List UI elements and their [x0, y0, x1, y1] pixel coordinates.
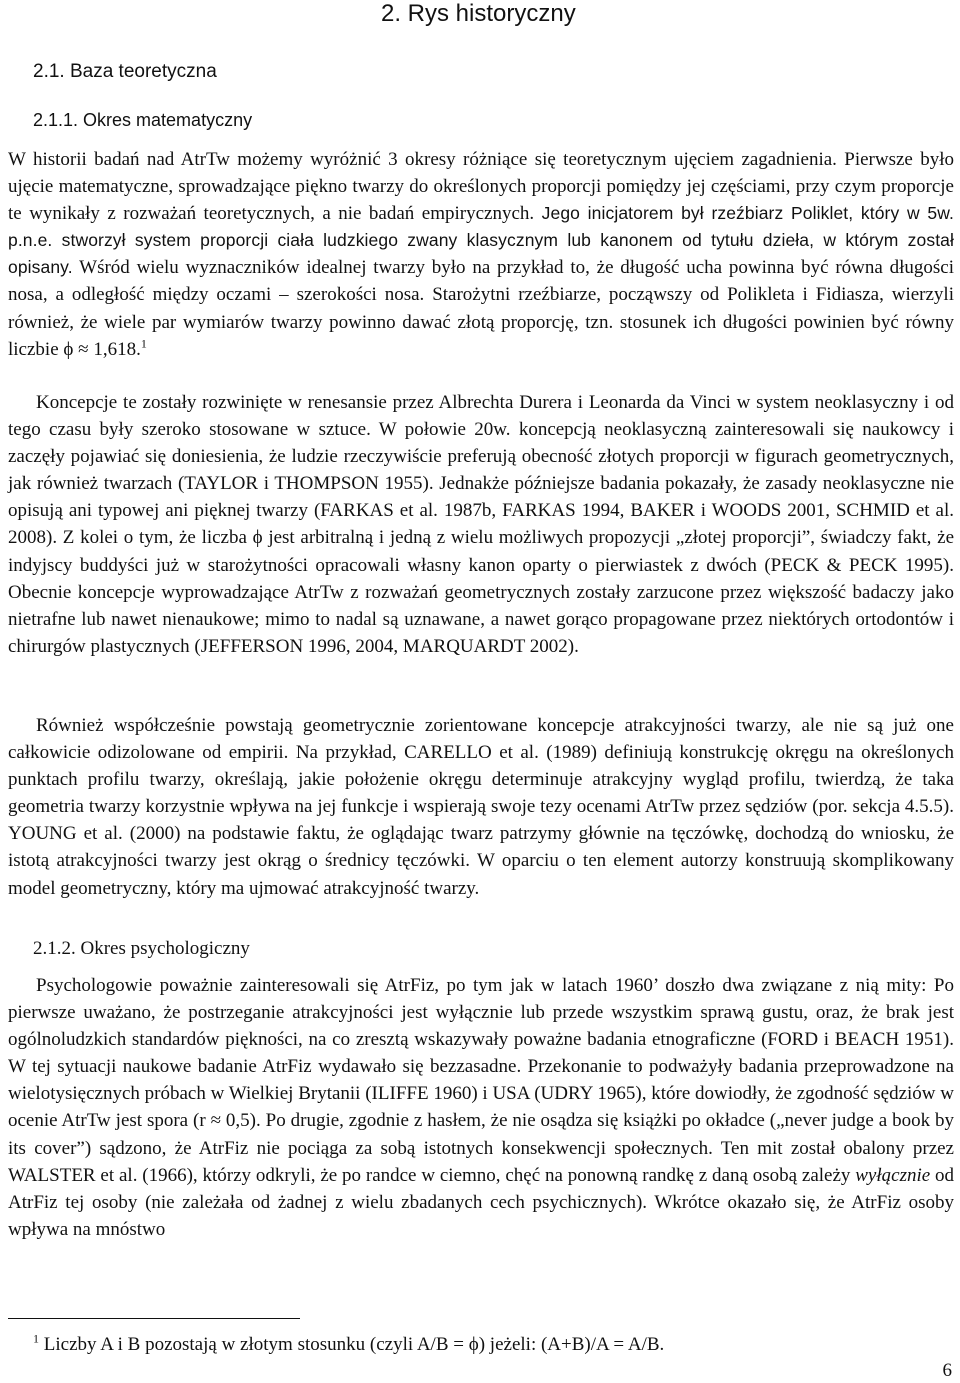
subsection-title-math: 2.1.1. Okres matematyczny: [33, 110, 253, 130]
section-title: 2.1. Baza teoretyczna: [33, 61, 217, 82]
paragraph-text: Koncepcje te zostały rozwinięte w renesansie przez Albrechta Durera i Leonarda da Vinci w system neoklasyczny i od tego czasu były szeroko stosowane w sztuce. W połowie 20w. koncepcją neoklasyczną zainteresowali się naukowcy i zaczęły pojawiać się doniesienia, że ludzie rzeczywiście preferują obecność złotych proporcji w figurach geometrycznych, jak również twarzach (TAYLOR i THOMPSON 1955). Jednakże późniejsze badania pokazały, że zasady neoklasyczne nie opisują ani typowej ani pięknej twarzy (FARKAS et al. 1987b, FARKAS 1994, BAKER i WOODS 2001, SCHMID et al. 2008). Z kolei o tym, że liczba ϕ jest arbitralną i jedną z wielu możliwych propozycji „złotej proporcji”, świadczy fakt, że indyjscy buddyści już w starożytności opracowali własny kanon oparty o pierwiastek z dwóch (PECK & PECK 1995). Obecnie koncepcje wyprowadzające AtrTw z rozważań geometrycznych zostały zarzucone przez większość badaczy jako nietrafne lub nawet nienaukowe; mimo to nadal są uznawane, a nawet gorąco propagowane przez niektórych ortodontów i chirurgów plastycznych (JEFFERSON 1996, 2004, MARQUARDT 2002).: [8, 392, 954, 657]
paragraph-contemporary-geometry: [8, 712, 954, 902]
page-number: 6: [942, 1360, 952, 1381]
paragraph-text: W historii badań nad AtrTw możemy wyróżnić 3 okresy różniące się teoretycznym ujęciem zagadnienia. Pierwsze było ujęcie matematyczne, sprowadzające piękno twarzy do określonych proporcji pomiędzy jej częściami, przy czym proporcje te wynikały z rozważań teoretycznych, a nie badań empirycznych.: [8, 149, 954, 225]
subsection-title-psych: 2.1.2. Okres psychologiczny: [33, 938, 250, 959]
emphasis-text: wyłącznie: [855, 1164, 931, 1186]
paragraph-text: Wśród wielu wyznaczników idealnej twarzy było na przykład to, że długość ucha powinna być równa długości nosa, a odległość między oczami – szerokości nosa. Starożytni rzeźbiarze, począwszy od Polikleta i Fidiasza, wierzyli również, że wiele par wymiarów twarzy powinno dawać złotą proporcję, tzn. stosunek ich długości powinien być równy liczbie ϕ ≈ 1,618.: [8, 257, 954, 360]
footnote-text: Liczby A i B pozostają w złotym stosunku (czyli A/B = ϕ) jeżeli: (A+B)/A = A/B.: [43, 1334, 665, 1355]
paragraph-text: Również współcześnie powstają geometrycznie zorientowane koncepcje atrakcyjności twarzy, ale nie są już one całkowicie odizolowane od empirii. Na przykład, CARELLO et al. (1989) definiują konstrukcję okręgu na określonych punktach profilu twarzy, określają, jakie położenie okręgu determinuje atrakcyjny wygląd profilu, twierdzą, że taka geometria twarzy korzystnie wpływa na jej funkcje i wspierają swoje tezy ocenami AtrTw przez sędziów (por. sekcja 4.5.5). YOUNG et al. (2000) na podstawie faktu, że oglądając twarz patrzymy głównie na tęczówkę, dochodzą do wniosku, że istotą atrakcyjności twarzy jest okrąg o średnicy tęczówki. W oparciu o ten element autorzy konstruują skomplikowany model geometryczny, który ma ujmować atrakcyjność twarzy.: [8, 715, 954, 899]
paragraph-mathematical-period: [8, 146, 954, 363]
paragraph-renaissance: [8, 389, 954, 660]
footnote-divider: [8, 1318, 300, 1319]
footnote-number: 1: [33, 1331, 39, 1346]
footnote: [33, 1333, 664, 1357]
footnote-reference[interactable]: 1: [140, 336, 147, 351]
chapter-title: 2. Rys historyczny: [381, 0, 576, 27]
paragraph-text-sans: Jego inicjatorem był rzeźbiarz Poliklet, który w 5w. p.n.e. stworzył system proporcji ciała ludzkiego zwany klasycznym lub kanonem od tytułu dzieła, w którym został opisany.: [8, 203, 954, 278]
paragraph-text: od AtrFiz tej osoby (nie zależała od żadnej z wielu zbadanych cech psychicznych). Wkrótce okazało się, że AtrFiz osoby wpływa na mnóstwo: [8, 1164, 955, 1240]
paragraph-psychological-period: [8, 972, 954, 1243]
paragraph-text: Psychologowie poważnie zainteresowali się AtrFiz, po tym jak w latach 1960’ doszło dwa związane z nią mity: Po pierwsze uważano, że postrzeganie atrakcyjności jest wyłącznie lub przede wszystkim sprawą gustu, oraz, że brak jest ogólnoludzkich standardów piękności, na co zresztą wskazywały poważne badania etnograficzne (FORD i BEACH 1951). W tej sytuacji naukowe badanie AtrFiz wydawało się bezzasadne. Przekonanie to podważyły badania przeprowadzone na wielotysięcznych próbach w Wielkiej Brytanii (ILIFFE 1960) i USA (UDRY 1965), które dowiodły, że zgodność sędziów w ocenie AtrTw jest spora (r ≈ 0,5). Po drugie, zgodnie z hasłem, że nie osądza się książki po okładce („never judge a book by its cover”) sądzono, że AtrFiz nie pociąga za sobą istotnych konsekwencji społecznych. Ten mit został obalony przez WALSTER et al. (1966), którzy odkryli, że po randce w ciemno, chęć na ponowną randkę z daną osobą zależy: [8, 975, 954, 1186]
